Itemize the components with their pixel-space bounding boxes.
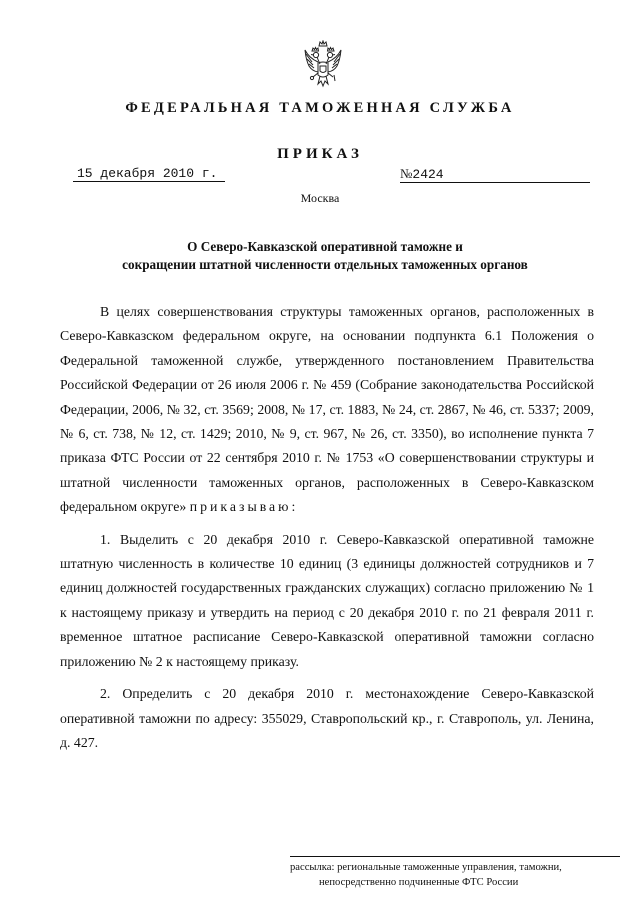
- preamble-text: В целях совершенствования структуры таможенных органов, расположенных в Северо-Кавказском федеральном округе, на основании подпункта 6.1 Положения о Федеральной таможенной службе, утвержденного постановлением Правительства Российской Федерации от 26 июля 2006 г. № 459 (Собрание законодательства Российской Федерации, 2006, № 32, ст. 3569; 2008, № 17, ст. 1883, № 24, ст. 2867, № 46, ст. 5337; 2009, № 6, ст. 738, № 12, ст. 1429; 2010, № 9, ст. 967, № 26, ст. 3350), во исполнение пункта 7 приказа ФТС России от 22 сентября 2010 г. № 1753 «О совершенствовании структуры и штатной численности таможенных органов, расположенных в Северо-Кавказском федеральном округе»: [60, 304, 594, 515]
- order-date: 15 декабря 2010 г.: [73, 166, 225, 182]
- order-body: [60, 300, 594, 755]
- order-number-field: [400, 166, 590, 183]
- agency-name: ФЕДЕРАЛЬНАЯ ТАМОЖЕННАЯ СЛУЖБА: [125, 100, 515, 116]
- russian-coat-of-arms-icon: [303, 40, 343, 90]
- number-sign: №: [400, 166, 413, 181]
- order-item-2: 2. Определить с 20 декабря 2010 г. местонахождение Северо-Кавказской оперативной таможни по адресу: 355029, Ставропольский кр., г. Ставрополь, ул. Ленина, д. 427.: [60, 686, 594, 750]
- subject-line-1: О Северо-Кавказской оперативной таможне и: [187, 239, 463, 254]
- order-subject: [60, 238, 590, 274]
- distribution-list: [290, 856, 620, 890]
- distribution-line-2: непосредственно подчиненные ФТС России: [319, 877, 519, 888]
- order-number: 2424: [412, 167, 444, 182]
- issue-city: Москва: [300, 191, 340, 205]
- order-item-1: 1. Выделить с 20 декабря 2010 г. Северо-Кавказской оперативной таможне штатную численность в количестве 10 единиц (3 единицы должностей сотрудников и 7 единиц должностей государственных гражданских служащих) согласно приложению № 1 к настоящему приказу и утвердить на период с 20 декабря 2010 г. по 21 февраля 2011 г. временное штатное расписание Северо-Кавказской оперативной таможни согласно приложению № 2 к настоящему приказу.: [60, 531, 594, 669]
- order-word: приказываю:: [189, 499, 299, 515]
- document-type-title: ПРИКАЗ: [277, 146, 363, 162]
- distribution-line-1: рассылка: региональные таможенные управления, таможни,: [290, 862, 562, 873]
- subject-line-2: сокращении штатной численности отдельных таможенных органов: [122, 257, 528, 272]
- preamble-paragraph: [60, 300, 594, 520]
